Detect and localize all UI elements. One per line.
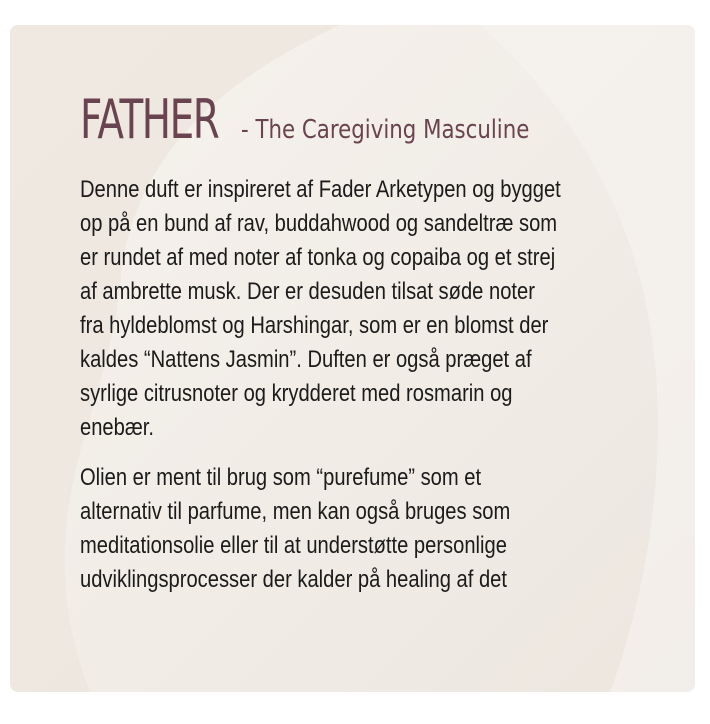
paragraph-line: kaldes “Nattens Jasmin”. Duften er også præget af (80, 346, 532, 373)
paragraph-line: er rundet af med noter af tonka og copaiba og et strej (80, 244, 556, 271)
paragraph-line: Olien er ment til brug som “purefume” som et (80, 464, 482, 491)
paragraph-line: enebær. (80, 414, 154, 441)
paragraph-line: syrlige citrusnoter og krydderet med rosmarin og (80, 380, 513, 407)
paragraph-line: alternativ til parfume, men kan også bruges som (80, 498, 511, 525)
paragraph-line: Denne duft er inspireret af Fader Arketypen og bygget (80, 176, 561, 203)
paragraph-line: af ambrette musk. Der er desuden tilsat søde noter (80, 278, 535, 305)
paragraph-line: fra hyldeblomst og Harshingar, som er en blomst der (80, 312, 549, 339)
paragraph-1 (80, 173, 634, 445)
paragraph-2 (80, 461, 634, 597)
heading-title: FATHER (80, 88, 219, 151)
paragraph-line: op på en bund af rav, buddahwood og sandeltræ som (80, 210, 558, 237)
heading-subtitle: - The Caregiving Masculine (241, 115, 530, 145)
product-description-card (10, 25, 695, 692)
description-body (80, 173, 640, 613)
card-heading (80, 88, 593, 151)
paragraph-line: udviklingsprocesser der kalder på healing af det (80, 566, 507, 593)
paragraph-line: meditationsolie eller til at understøtte personlige (80, 532, 507, 559)
